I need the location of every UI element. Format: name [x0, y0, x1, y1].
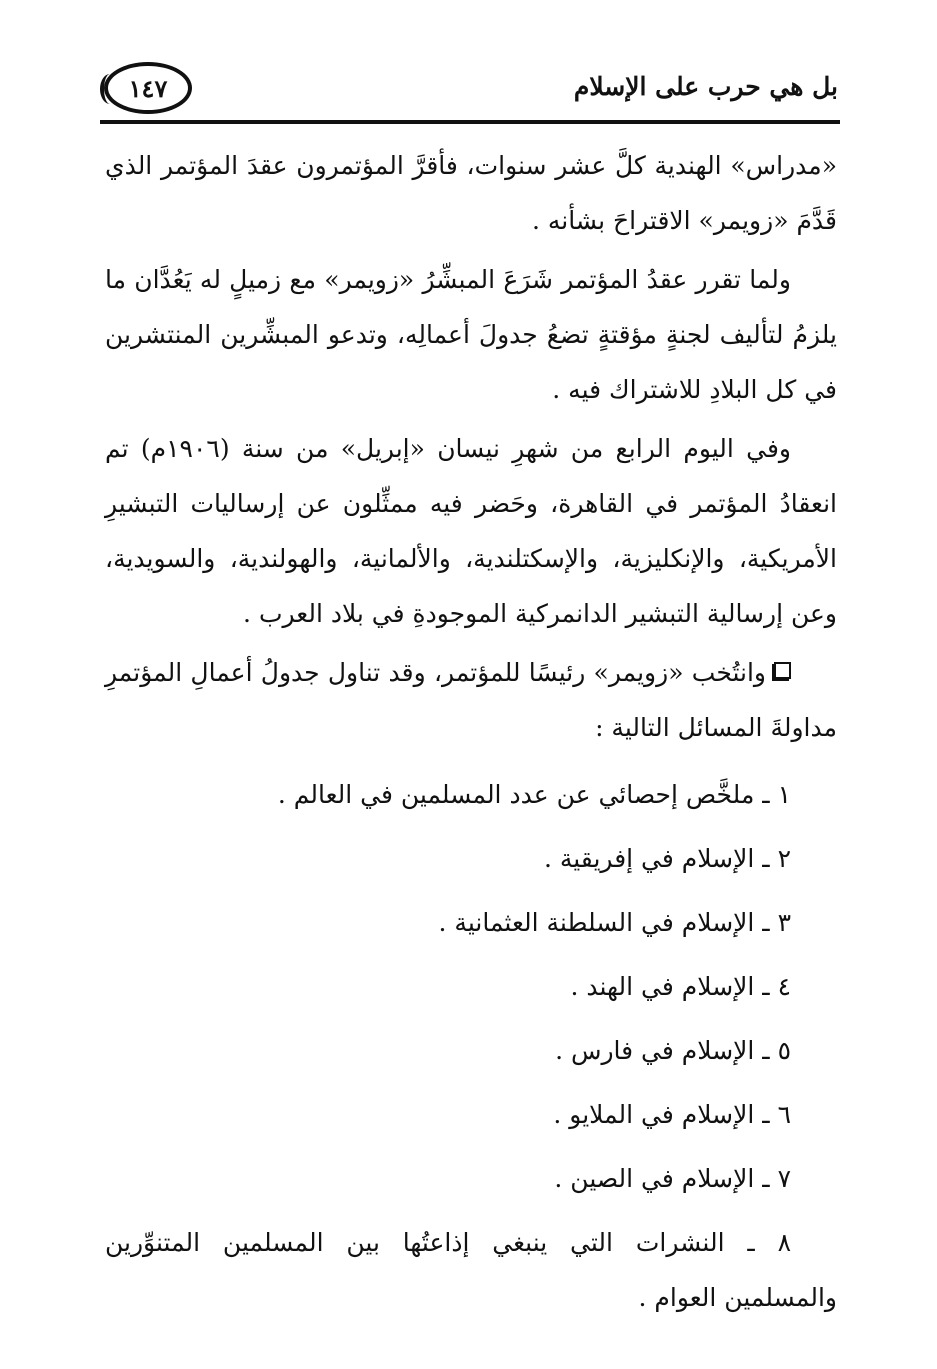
paragraph: وفي اليوم الرابع من شهرِ نيسان «إبريل» من سنة (١٩٠٦م) تم انعقادُ المؤتمر في القاهرة، وحَضر فيه ممثِّلون عن إرساليات التبشيرِ الأمريكية، والإنكليزية، والإسكتلندية، والألمانية، والهولندية، والسويدية، وعن إرسالية التبشير الدانمركية الموجودةِ في بلاد العرب .: [105, 434, 837, 628]
header-rule: [100, 120, 840, 124]
paragraph-continued: «مدراس» الهندية كلَّ عشر سنوات، فأقرَّ المؤتمرون عقدَ المؤتمر الذي قَدَّمَ «زويمر» الاقتراحَ بشأنه .: [105, 151, 837, 235]
list-item: ٢ ـ الإسلام في إفريقية .: [543, 844, 791, 873]
paragraph: ولما تقرر عقدُ المؤتمر شَرَعَ المبشِّرُ «زويمر» مع زميلٍ له يَعُدَّان ما يلزمُ لتأليف لجنةٍ مؤقتةٍ تضعُ جدولَ أعمالِه، وتدعو المبشِّرين المنتشرين في كل البلادِ للاشتراك فيه .: [105, 265, 837, 404]
list-item: ١ ـ ملخَّص إحصائي عن عدد المسلمين في العالم .: [277, 780, 791, 809]
list-item-long: ٨ ـ النشرات التي ينبغي إذاعتُها بين المسلمين المتنوِّرين والمسلمين العوام .: [105, 1228, 837, 1312]
page-number-badge: [104, 62, 192, 114]
list-item: ٥ ـ الإسلام في فارس .: [555, 1036, 791, 1065]
page-body: [105, 138, 837, 1325]
list-item: ٧ ـ الإسلام في الصين .: [554, 1164, 791, 1193]
list-item: ٦ ـ الإسلام في الملايو .: [553, 1100, 791, 1129]
square-bullet-icon: [774, 662, 791, 679]
list-item: ٤ ـ الإسلام في الهند .: [570, 972, 791, 1001]
page-header: [100, 58, 840, 124]
page-number: ١٤٧: [128, 74, 168, 103]
list-item: ٣ ـ الإسلام في السلطنة العثمانية .: [438, 908, 791, 937]
bulleted-paragraph: [105, 645, 837, 755]
running-title: بل هي حرب على الإسلام: [573, 72, 838, 101]
paragraph-text: وانتُخب «زويمر» رئيسًا للمؤتمر، وقد تناول جدولُ أعمالِ المؤتمرِ مداولةَ المسائل التالية :: [105, 658, 837, 742]
